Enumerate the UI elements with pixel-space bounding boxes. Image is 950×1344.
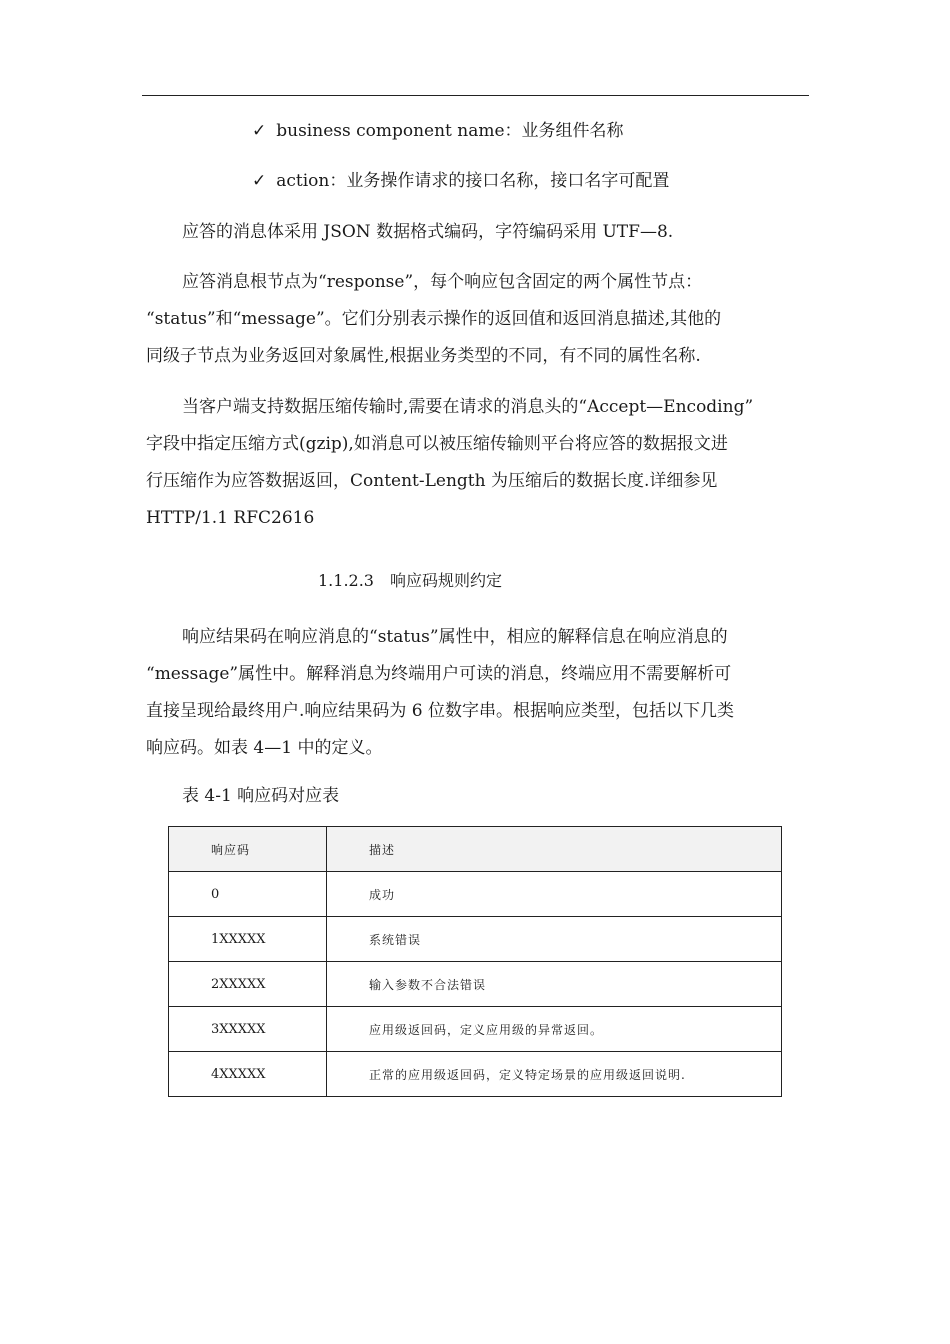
header-cell-description: 描述 [327, 827, 782, 872]
table-header-row [169, 827, 782, 872]
code-cell: 3XXXXX [169, 1007, 327, 1052]
table-row [169, 872, 782, 917]
header-rule [142, 95, 809, 96]
paragraph-line: HTTP/1.1 RFC2616 [146, 508, 315, 528]
description-cell: 输入参数不合法错误 [327, 962, 782, 1007]
paragraph-line: 当客户端支持数据压缩传输时,需要在请求的消息头的“Accept—Encoding” [182, 397, 754, 417]
paragraph-1: 应答的消息体采用 JSON 数据格式编码，字符编码采用 UTF—8. [182, 222, 674, 242]
description-cell: 成功 [327, 872, 782, 917]
section-heading: 1.1.2.3 响应码规则约定 [318, 571, 502, 590]
paragraph-line: “message”属性中。解释消息为终端用户可读的消息，终端应用不需要解析可 [146, 664, 732, 684]
bullet-text: action：业务操作请求的接口名称，接口名字可配置 [276, 171, 670, 191]
paragraph-line: 应答消息根节点为“response”，每个响应包含固定的两个属性节点： [182, 272, 703, 292]
checkmark-icon: ✓ [252, 121, 267, 141]
table-caption: 表 4-1 响应码对应表 [182, 786, 340, 806]
code-cell: 4XXXXX [169, 1052, 327, 1097]
bullet-text: business component name：业务组件名称 [276, 121, 624, 141]
header-cell-code: 响应码 [169, 827, 327, 872]
code-cell: 2XXXXX [169, 962, 327, 1007]
table-row [169, 917, 782, 962]
table-row [169, 962, 782, 1007]
paragraph-line: 直接呈现给最终用户.响应结果码为 6 位数字串。根据响应类型，包括以下几类 [146, 701, 735, 721]
description-cell: 系统错误 [327, 917, 782, 962]
paragraph-line: 响应结果码在响应消息的“status”属性中，相应的解释信息在响应消息的 [182, 627, 728, 647]
code-cell: 1XXXXX [169, 917, 327, 962]
description-cell: 应用级返回码，定义应用级的异常返回。 [327, 1007, 782, 1052]
paragraph-line: “status”和“message”。它们分别表示操作的返回值和返回消息描述,其他的 [146, 309, 722, 329]
response-code-table [168, 826, 782, 1097]
paragraph-line: 行压缩作为应答数据返回，Content-Length 为压缩后的数据长度.详细参见 [146, 471, 718, 491]
table-row [169, 1052, 782, 1097]
code-cell: 0 [169, 872, 327, 917]
bullet-item [252, 121, 624, 141]
table-row [169, 1007, 782, 1052]
paragraph-line: 响应码。如表 4—1 中的定义。 [146, 738, 383, 758]
checkmark-icon: ✓ [252, 171, 267, 191]
description-cell: 正常的应用级返回码，定义特定场景的应用级返回说明. [327, 1052, 782, 1097]
paragraph-line: 同级子节点为业务返回对象属性,根据业务类型的不同，有不同的属性名称. [146, 346, 701, 366]
bullet-item [252, 171, 669, 191]
paragraph-line: 字段中指定压缩方式(gzip),如消息可以被压缩传输则平台将应答的数据报文进 [146, 434, 728, 454]
